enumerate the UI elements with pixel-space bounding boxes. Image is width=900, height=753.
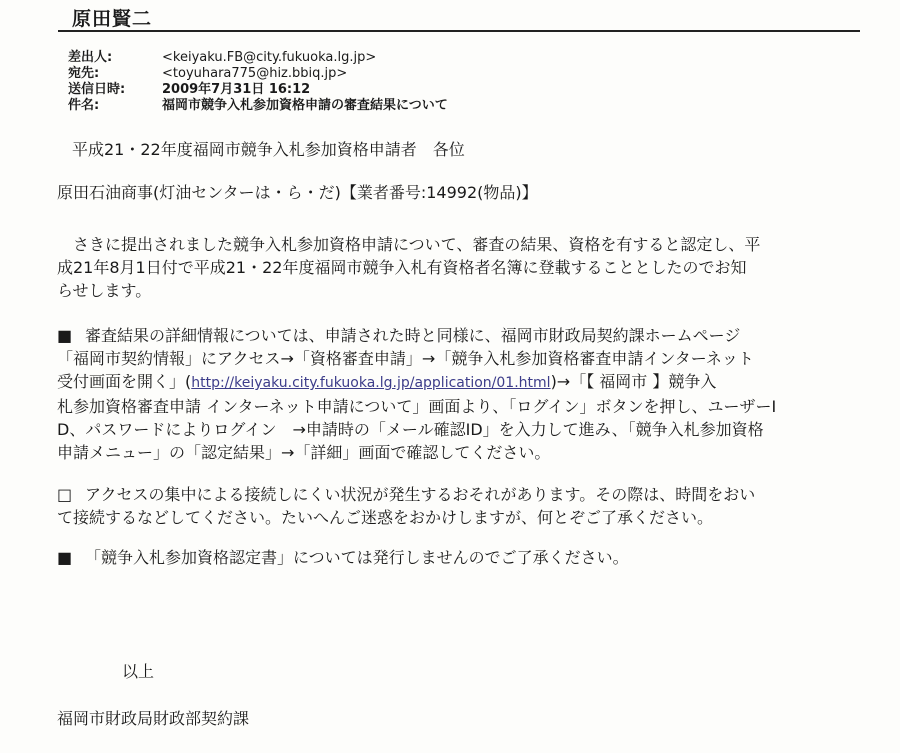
header-row-date: [68, 82, 448, 98]
from-value: <keiyaku.FB@city.fukuoka.lg.jp>: [162, 50, 377, 65]
subject-value: 福岡市競争入札参加資格申請の審査結果について: [162, 98, 448, 113]
paragraph-line: さきに提出されました競争入札参加資格申請について、審査の結果、資格を有すると認定し、平: [57, 235, 761, 254]
email-header: [68, 50, 448, 114]
paragraph-line: 「福岡市契約情報」にアクセス→「資格審査申請」→「競争入札参加資格審査申請インターネット: [57, 349, 754, 368]
paragraph-line: 受付画面を開く」(: [57, 372, 192, 391]
paragraph-line: )→「【 福岡市 】競争入: [550, 372, 717, 391]
paragraph-line: D、パスワードによりログイン →申請時の「メール確認ID」を入力して進み、「競争入札参加資格: [57, 420, 764, 439]
paragraph-line: て接続するなどしてください。たいへんご迷惑をおかけしますが、何とぞご了承ください。: [57, 508, 714, 527]
from-label: 差出人:: [68, 50, 113, 65]
header-row-to: [68, 66, 448, 82]
paragraph-access-notice: [57, 483, 755, 529]
closing: 以上: [122, 662, 155, 681]
company-line: 原田石油商事(灯油センターは・ら・だ)【業者番号:14992(物品)】: [57, 183, 538, 202]
header-row-subject: [68, 98, 448, 114]
paragraph-approval: [57, 233, 760, 302]
sender-name: 原田賢二: [72, 8, 153, 30]
paragraph-line: 「競争入札参加資格認定書」については発行しませんのでご了承ください。: [85, 548, 629, 567]
paragraph-details: [57, 324, 776, 464]
addressee: 平成21・22年度福岡市競争入札参加資格申請者 各位: [72, 140, 465, 159]
date-value: 2009年7月31日 16:12: [162, 82, 311, 97]
application-link[interactable]: http://keiyaku.city.fukuoka.lg.jp/application/01.html: [191, 375, 551, 391]
subject-label: 件名:: [68, 98, 100, 113]
to-label: 宛先:: [68, 66, 100, 81]
to-value: <toyuhara775@hiz.bbiq.jp>: [162, 66, 348, 81]
paragraph-line: 審査結果の詳細情報については、申請された時と同様に、福岡市財政局契約課ホームページ: [85, 326, 741, 345]
header-divider: [58, 30, 860, 32]
paragraph-line: 申請メニュー」の「認定結果」→「詳細」画面で確認してください。: [57, 443, 551, 462]
paragraph-certificate: [57, 546, 629, 569]
paragraph-line: らせします。: [57, 281, 152, 300]
paragraph-line: 札参加資格審査申請 インターネット申請について」画面より、「ログイン」ボタンを押し、ユーザーI: [57, 397, 777, 416]
department: 福岡市財政局財政部契約課: [57, 709, 250, 728]
filled-square-icon: ■: [57, 548, 73, 567]
filled-square-icon: ■: [57, 326, 73, 345]
empty-square-icon: □: [57, 485, 73, 504]
date-label: 送信日時:: [68, 82, 126, 97]
header-row-from: [68, 50, 448, 66]
paragraph-line: アクセスの集中による接続しにくい状況が発生するおそれがあります。その際は、時間をおい: [85, 485, 756, 504]
paragraph-line: 成21年8月1日付で平成21・22年度福岡市競争入札有資格者名簿に登載することとしたのでお知: [57, 258, 747, 277]
